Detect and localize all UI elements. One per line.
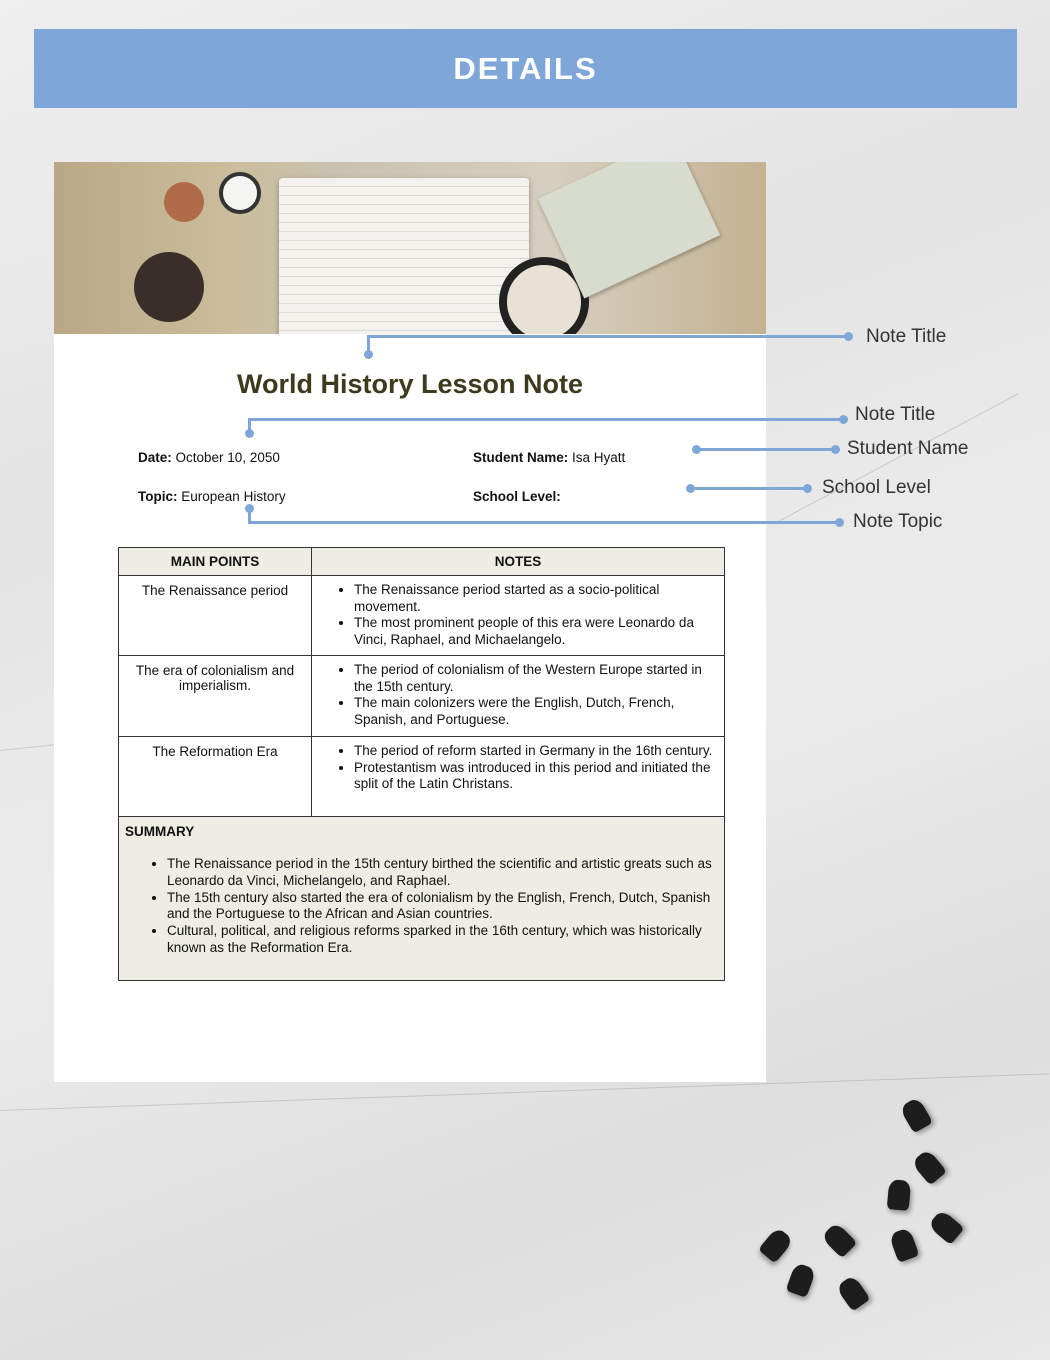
note-title: World History Lesson Note [236,369,584,399]
callout-label: Student Name [847,438,969,459]
note-item: • The period of reform started in Germany in the 16th century. [354,743,714,760]
topic-value: European History [181,489,286,504]
student-name-value: Isa Hyatt [572,450,626,465]
main-point: The Renaissance period [119,576,312,656]
table-row [119,737,725,817]
school-level-field [473,489,561,504]
main-point: The era of colonialism and imperialism. [119,656,312,737]
date-label: Date: [138,450,172,465]
pushpin-icon [786,1262,817,1298]
watch-icon [219,172,261,214]
summary-label: SUMMARY [125,824,195,839]
pushpin-icon [821,1222,858,1259]
note-item: • The main colonizers were the English, Dutch, French, Spanish, and Portuguese. [354,695,714,728]
column-header-main-points: MAIN POINTS [119,548,312,576]
pushpin-icon [889,1227,920,1263]
main-point: The Reformation Era [119,737,312,817]
coin-image [134,252,204,322]
table-row [119,576,725,656]
summary-item: • The Renaissance period in the 15th century birthed the scientific and artistic greats such as Leonardo da Vinci, Michelangelo, and Raphael. [167,856,718,890]
notes-cell [312,737,725,817]
school-level-label: School Level: [473,489,561,504]
note-item: • The Renaissance period started as a socio-political movement. [354,582,714,615]
student-name-field [473,450,625,465]
pushpin-icon [758,1226,794,1263]
pushpin-icon [899,1097,933,1134]
column-header-notes: NOTES [312,548,725,576]
note-item: • The most prominent people of this era were Leonardo da Vinci, Raphael, and Michaelangelo. [354,615,714,648]
pushpin-icon [927,1209,964,1245]
callout-label: School Level [822,477,931,498]
date-field [138,450,280,465]
pushpin-icon [911,1148,947,1185]
table-header-row [119,548,725,576]
summary-item: • Cultural, political, and religious reforms sparked in the 16th century, which was historically known as the Reformation Era. [167,923,718,957]
pushpin-icon [887,1179,912,1211]
lesson-note-document [54,162,766,1082]
summary-row [119,817,725,981]
callout-label: Note Title [855,404,936,425]
summary-cell [119,817,725,981]
notes-table [118,547,725,981]
callout-label: Note Title [866,326,947,347]
details-header: DETAILS [34,29,1017,108]
table-row [119,656,725,737]
pushpin-icon [835,1274,870,1311]
note-item: • The period of colonialism of the Western Europe started in the 15th century. [354,662,714,695]
date-value: October 10, 2050 [175,450,280,465]
topic-field [138,489,286,504]
notes-cell [312,656,725,737]
topic-label: Topic: [138,489,178,504]
coins-image [164,182,204,222]
student-name-label: Student Name: [473,450,569,465]
notes-cell [312,576,725,656]
summary-item: • The 15th century also started the era of colonialism by the English, French, Dutch, Spanish and the Portuguese to the African and Asian countries. [167,890,718,924]
banner-image [54,162,766,334]
notebook-image [279,178,529,334]
callout-label: Note Topic [853,511,943,532]
note-item: • Protestantism was introduced in this period and initiated the split of the Latin Christans. [354,760,714,793]
